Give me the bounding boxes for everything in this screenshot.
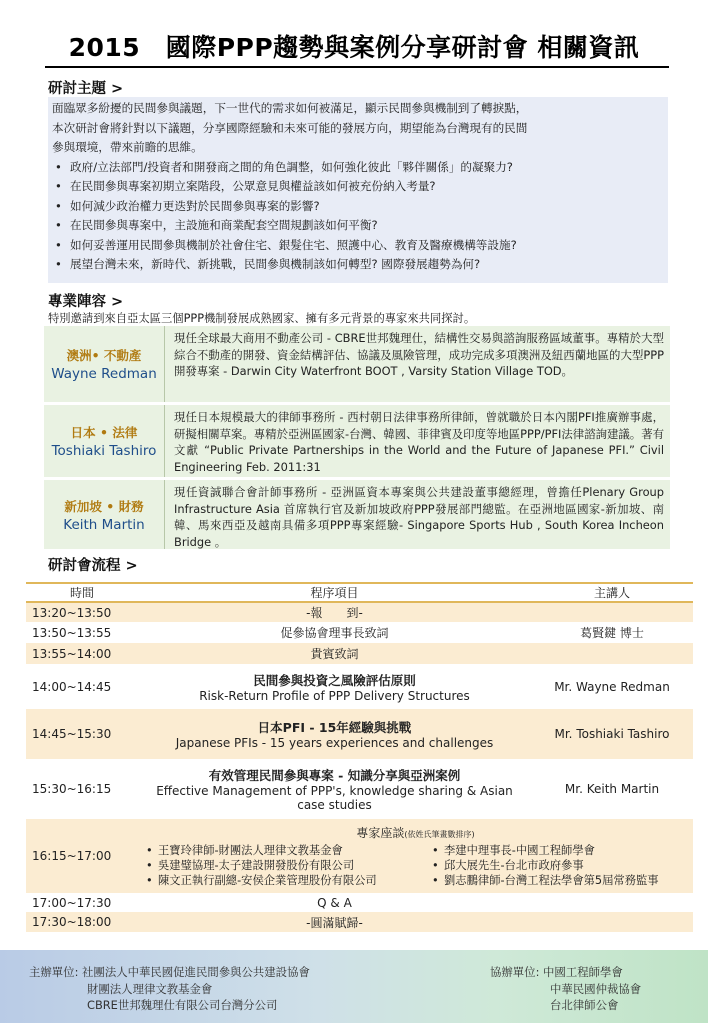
- agenda-speaker: Mr. Wayne Redman: [554, 679, 670, 694]
- agenda-time: 17:00~17:30: [32, 895, 112, 910]
- agenda-time: 14:00~14:45: [32, 679, 112, 694]
- panel-member: • 陳文正執行副總-安侯企業管理股份有限公司: [144, 873, 430, 888]
- expert-region: 日本 • 法律: [70, 425, 138, 440]
- expert-identity: [44, 326, 165, 402]
- panel-member: • 李建中理事長-中國工程師學會: [430, 843, 659, 858]
- expert-region: 新加坡 • 財務: [64, 498, 144, 514]
- agenda-item-subtitle: Japanese PFIs - 15 years experiences and challenges: [175, 736, 494, 750]
- agenda-time: 16:15~17:00: [26, 819, 138, 893]
- topic-item: • 在民間參與專案中，主設施和商業配套空間規劃該如何平衡?: [52, 216, 668, 236]
- section-heading-experts: 專業陣容 >: [48, 294, 124, 310]
- co-host-label: 協辦單位:: [490, 965, 540, 979]
- co-host-line: [490, 964, 641, 981]
- panel-member: • 劉志鵬律師-台灣工程法學會第5屆常務監事: [430, 873, 659, 888]
- topics-box: [48, 97, 668, 283]
- agenda-time: 17:30~18:00: [26, 912, 138, 932]
- co-host-org: 台北律師公會: [550, 998, 619, 1012]
- panel-order-note: (依姓氏筆畫數排序): [404, 830, 475, 839]
- expert-name: Keith Martin: [63, 516, 145, 533]
- agenda-header-item: 程序項目: [138, 583, 531, 602]
- agenda-row: [26, 664, 693, 709]
- panel-column-left: [144, 843, 430, 888]
- topic-item: • 展望台灣未來，新時代、新挑戰，民間參與機制該如何轉型? 國際發展趨勢為何?: [52, 255, 668, 275]
- agenda-header-speaker: 主講人: [531, 583, 693, 602]
- panel-member: • 吳建璧協理-太子建設開發股份有限公司: [144, 858, 430, 873]
- agenda-speaker: 葛賢鍵 博士: [580, 626, 644, 640]
- agenda-speaker: [531, 602, 693, 622]
- topic-item: • 如何妥善運用民間參與機制於社會住宅、銀髮住宅、照護中心、教育及醫療機構等設施?: [52, 236, 668, 256]
- agenda-item-title: 有效管理民間參與專案 - 知識分享與亞洲案例: [208, 768, 461, 783]
- agenda-speaker: [531, 893, 693, 912]
- host-org: 財團法人理律文教基金會: [87, 981, 213, 996]
- agenda-row: [26, 759, 693, 819]
- expert-description: 現任資誠聯合會計師事務所 - 亞洲區資本專案與公共建設董事總經理，曾擔任Plenary Group Infrastructure Asia 首席執行官及新加坡政府PPP發展部門總監。在亞洲地區國家-新加坡、南韓、馬來西亞及越南具備多項PPP專案經驗- Singapore Sports Hub , South Korea Incheon Bridge 。: [174, 485, 664, 549]
- expert-identity: [44, 480, 165, 549]
- co-host-org: 中華民國仲裁協會: [550, 981, 642, 996]
- agenda-speaker: [531, 643, 693, 664]
- agenda-speaker: [531, 912, 693, 932]
- agenda-item: 促參協會理事長致詞: [280, 626, 389, 640]
- experts-intro: 特別邀請到來自亞太區三個PPP機制發展成熟國家、擁有多元背景的專家來共同探討。: [48, 312, 476, 325]
- agenda-header-time: 時間: [26, 583, 138, 602]
- expert-card: [44, 405, 670, 477]
- agenda-time: 13:55~14:00: [26, 643, 138, 664]
- agenda-item-title: 日本PFI - 15年經驗與挑戰: [257, 720, 412, 735]
- footer: [0, 950, 708, 1023]
- host-organizers: [29, 964, 310, 1014]
- topic-item: • 如何減少政治權力更迭對於民間參與專案的影響?: [52, 197, 668, 217]
- agenda-item: [138, 819, 693, 893]
- expert-card: [44, 326, 670, 402]
- expert-description: 現任全球最大商用不動產公司 - CBRE世邦魏理仕，結構性交易與諮詢服務區域董事。專精於大型綜合不動產的開發、資金結構評估、協議及風險管理，成功完成多項澳洲及紐西蘭地區的大型PPP開發專案 - Darwin City Waterfront BOOT , Varsity Station Village TOD。: [174, 331, 664, 378]
- agenda-item: [138, 759, 531, 819]
- topics-intro-line: 本次研討會將針對以下議題，分享國際經驗和未來可能的發展方向，期望能為台灣現有的民間: [52, 120, 528, 135]
- agenda-row: [26, 893, 693, 912]
- expert-region: 澳洲• 不動產: [66, 348, 142, 363]
- agenda-item-subtitle: Risk-Return Profile of PPP Delivery Structures: [199, 688, 470, 703]
- agenda-row: [26, 643, 693, 664]
- agenda-item-title: [144, 824, 687, 841]
- host-org: CBRE世邦魏理仕有限公司台灣分公司: [87, 998, 278, 1012]
- agenda-item-title: 民間參與投資之風險評估原則: [253, 672, 416, 688]
- topics-list: [52, 158, 668, 275]
- agenda-row: [26, 622, 693, 643]
- agenda-row: [26, 819, 693, 893]
- expert-identity: [44, 405, 165, 477]
- agenda-time: 13:20~13:50: [26, 602, 138, 622]
- agenda-row: [26, 912, 693, 932]
- agenda-time: 14:45~15:30: [26, 709, 138, 759]
- expert-name: Wayne Redman: [51, 366, 157, 382]
- agenda-item: -圓滿賦歸-: [138, 912, 531, 932]
- co-organizers: [490, 964, 641, 1014]
- host-org: 社團法人中華民國促進民間參與公共建設協會: [82, 965, 310, 979]
- agenda-item: 貴賓致詞: [138, 643, 531, 664]
- panel-member: • 邱大展先生-台北市政府參事: [430, 858, 659, 873]
- agenda-item: [138, 709, 531, 759]
- topics-intro-line: 面臨眾多紛擾的民間參與議題，下一世代的需求如何被滿足，顯示民間參與機制到了轉捩點，: [52, 101, 528, 115]
- host-line: [29, 964, 310, 981]
- panel-members: [144, 843, 687, 888]
- expert-name: Toshiaki Tashiro: [51, 443, 157, 459]
- expert-description: 現任日本規模最大的律師事務所 - 西村朝日法律事務所律師，曾就職於日本內閣PFI推廣辦事處，研擬相關草案。專精於亞洲區國家-台灣、韓國、菲律賓及印度等地區PPP/PFI法律諮詢建議。著有文獻 “Public Private Partnerships in the World and the Future of Japanese PFI.” Civil Engineering Feb. 2011:31: [174, 410, 664, 474]
- agenda-table: [26, 582, 693, 932]
- host-label: 主辦單位:: [29, 965, 79, 979]
- agenda-row: [26, 602, 693, 622]
- experts-list: [44, 326, 670, 552]
- agenda-item-subtitle: Effective Management of PPP's, knowledge sharing & Asian case studies: [156, 784, 513, 812]
- agenda-row: [26, 709, 693, 759]
- topics-intro-line: 參與環境，帶來前瞻的思維。: [52, 140, 203, 154]
- panel-member: • 王寶玲律師-財團法人理律文教基金會: [144, 843, 430, 858]
- expert-card: [44, 480, 670, 549]
- co-host-org: 中國工程師學會: [543, 965, 623, 979]
- agenda-speaker: Mr. Keith Martin: [564, 782, 660, 796]
- agenda-item: [138, 664, 531, 709]
- topic-item: • 政府/立法部門/投資者和開發商之間的角色調整，如何強化彼此「夥伴關係」的凝聚力?: [52, 158, 668, 178]
- agenda-item: -報 到-: [138, 602, 531, 622]
- agenda-time: 13:50~13:55: [32, 625, 112, 640]
- agenda-item: Q & A: [317, 895, 352, 910]
- agenda-speaker: Mr. Toshiaki Tashiro: [531, 709, 693, 759]
- agenda-header-row: [26, 583, 693, 602]
- title-divider: [45, 66, 669, 68]
- page-title: 2015 國際PPP趨勢與案例分享研討會 相關資訊: [68, 33, 640, 62]
- topic-item: • 在民間參與專案初期立案階段，公眾意見與權益該如何被充份納入考量?: [52, 177, 668, 197]
- section-heading-agenda: 研討會流程 >: [48, 558, 138, 574]
- agenda-time: 15:30~16:15: [32, 782, 112, 796]
- panel-column-right: [430, 843, 659, 888]
- panel-title: 專家座談: [356, 826, 405, 840]
- section-heading-topics: 研討主題 >: [48, 81, 124, 97]
